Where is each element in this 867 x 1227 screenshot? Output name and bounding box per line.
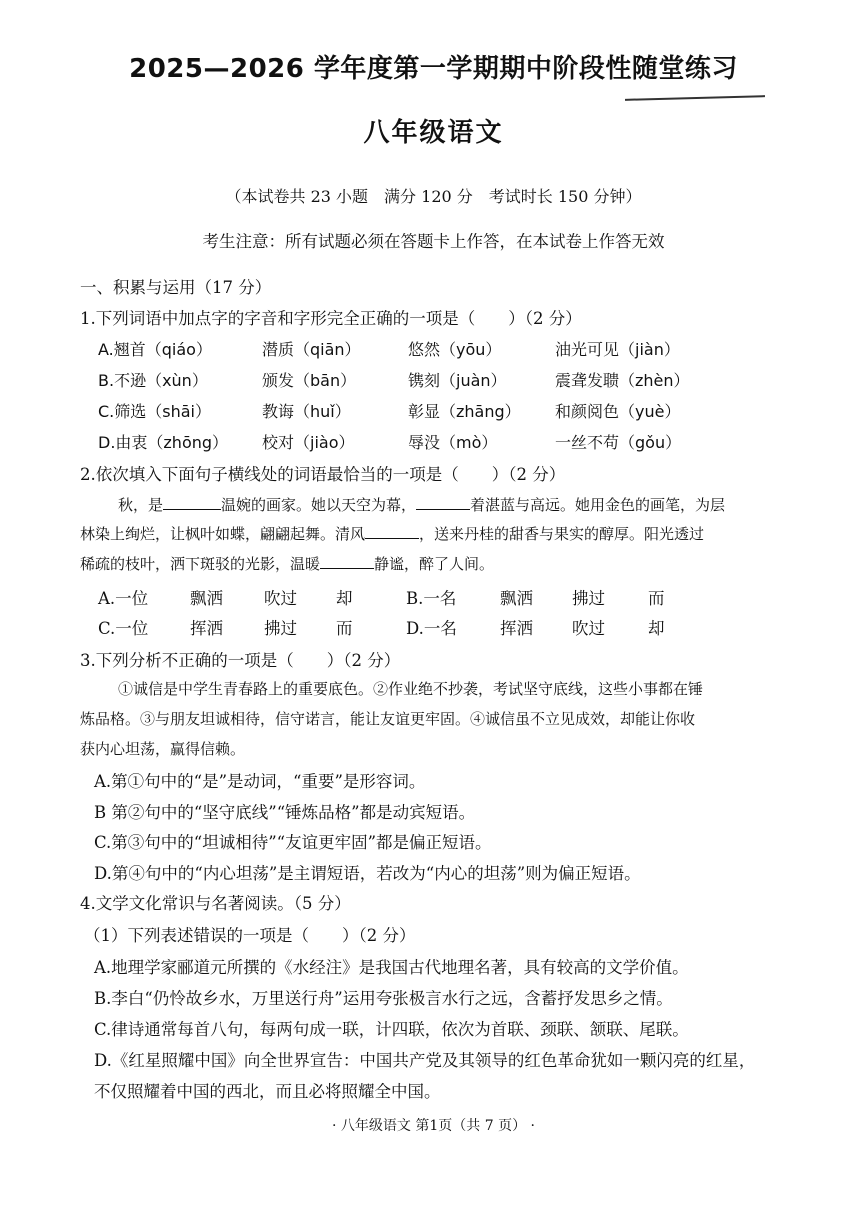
exam-info: （本试卷共 23 小题 满分 120 分 考试时长 150 分钟） (225, 187, 642, 206)
q4-sub1: （1）下列表述错误的一项是（ ）（2 分） (84, 926, 416, 945)
q1-opt: 教诲（huǐ） (262, 402, 351, 421)
q2-passage-line: 林染上绚烂，让枫叶如蝶，翩翩起舞。清风 ，送来丹桂的甜香与果实的醇厚。阳光透过 (80, 525, 705, 543)
q2-opt: 却 (648, 619, 665, 638)
q2-opt: 挥洒 (190, 619, 223, 638)
section-heading: 一、积累与运用（17 分） (80, 278, 272, 297)
q2-opt: 挥洒 (500, 619, 533, 638)
q1-opt: B.不逊（xùn） (98, 371, 208, 390)
q2-opt: 吹过 (264, 589, 297, 608)
q2-opt: 拂过 (264, 619, 297, 638)
subject-title: 八年级语文 (363, 118, 504, 148)
q3-passage-line: 炼品格。③与朋友坦诚相待，信守诺言，能让友谊更牢固。④诚信虽不立见成效，却能让你收 (80, 710, 696, 728)
q1-opt: 一丝不苟（gǒu） (555, 433, 682, 452)
q4-opt-b: B.李白“仍怜故乡水，万里送行舟”运用夸张极言水行之远，含蓄抒发思乡之情。 (94, 989, 673, 1008)
q1-opt: 校对（jiào） (262, 433, 355, 452)
q3-passage-line: 获内心坦荡，赢得信赖。 (80, 740, 246, 758)
q1-opt: D.由衷（zhōng） (98, 433, 229, 452)
q4-opt-d: D.《红星照耀中国》向全世界宣告：中国共产党及其领导的红色革命犹如一颗闪亮的红星， (94, 1051, 756, 1070)
q1-opt: 和颜阅色（yuè） (555, 402, 681, 421)
q3-passage-line: ①诚信是中学生青春路上的重要底色。②作业绝不抄袭，考试坚守底线，这些小事都在锤 (118, 680, 704, 698)
q1-opt: 彰显（zhāng） (408, 402, 521, 421)
q4-opt-c: C.律诗通常每首八句，每两句成一联，计四联，依次为首联、颈联、颔联、尾联。 (94, 1020, 689, 1039)
q3-stem: 3.下列分析不正确的一项是（ ）（2 分） (80, 651, 401, 670)
q2-opt: 吹过 (572, 619, 605, 638)
exam-title: 2025—2026 学年度第一学期期中阶段性随堂练习 (129, 54, 738, 84)
q2-opt: D.一名 (406, 619, 457, 638)
q1-opt: 油光可见（jiàn） (555, 340, 680, 359)
q2-opt: 拂过 (572, 589, 605, 608)
q2-stem: 2.依次填入下面句子横线处的词语最恰当的一项是（ ）（2 分） (80, 465, 566, 484)
q2-opt: C.一位 (98, 619, 149, 638)
q2-opt: 而 (648, 589, 665, 608)
q2-passage-line: 秋，是 温婉的画家。她以天空为幕， 着湛蓝与高远。她用金色的画笔，为层 (118, 496, 726, 514)
q1-opt: 颁发（bān） (262, 371, 357, 390)
q4-opt-d-cont: 不仅照耀着中国的西北，而且必将照耀全中国。 (94, 1082, 441, 1101)
q3-opt-b: B 第②句中的“坚守底线”“锤炼品格”都是动宾短语。 (94, 803, 476, 822)
q3-opt-a: A.第①句中的“是”是动词，“重要”是形容词。 (94, 772, 426, 791)
q3-opt-c: C.第③句中的“坦诚相待”“友谊更牢固”都是偏正短语。 (94, 833, 492, 852)
q2-opt: A.一位 (98, 589, 149, 608)
q4-stem: 4.文学文化常识与名著阅读。（5 分） (80, 894, 351, 913)
q1-opt: 辱没（mò） (408, 433, 498, 452)
q1-opt: C.筛选（shāi） (98, 402, 211, 421)
q1-stem: 1.下列词语中加点字的字音和字形完全正确的一项是（ ）（2 分） (80, 309, 582, 328)
q1-opt: 震聋发聩（zhèn） (555, 371, 690, 390)
q1-opt: 悠然（yōu） (408, 340, 502, 359)
q2-passage-line: 稀疏的枝叶，洒下斑驳的光影，温暖 静谧，醉了人间。 (80, 555, 495, 573)
scan-mark (625, 95, 765, 101)
q1-opt: 潜质（qiān） (262, 340, 361, 359)
q2-opt: 却 (336, 589, 353, 608)
q3-opt-d: D.第④句中的“内心坦荡”是主谓短语，若改为“内心的坦荡”则为偏正短语。 (94, 864, 641, 883)
q2-opt: B.一名 (406, 589, 457, 608)
q1-opt: A.翘首（qiáo） (98, 340, 212, 359)
q1-opt: 镌刻（juàn） (408, 371, 507, 390)
exam-notice: 考生注意：所有试题必须在答题卡上作答，在本试卷上作答无效 (202, 232, 665, 251)
page-footer: · 八年级语文 第1页（共 7 页） · (332, 1118, 535, 1134)
q2-opt: 飘洒 (500, 589, 533, 608)
q2-opt: 飘洒 (190, 589, 223, 608)
q2-opt: 而 (336, 619, 353, 638)
q4-opt-a: A.地理学家郦道元所撰的《水经注》是我国古代地理名著，具有较高的文学价值。 (94, 958, 689, 977)
